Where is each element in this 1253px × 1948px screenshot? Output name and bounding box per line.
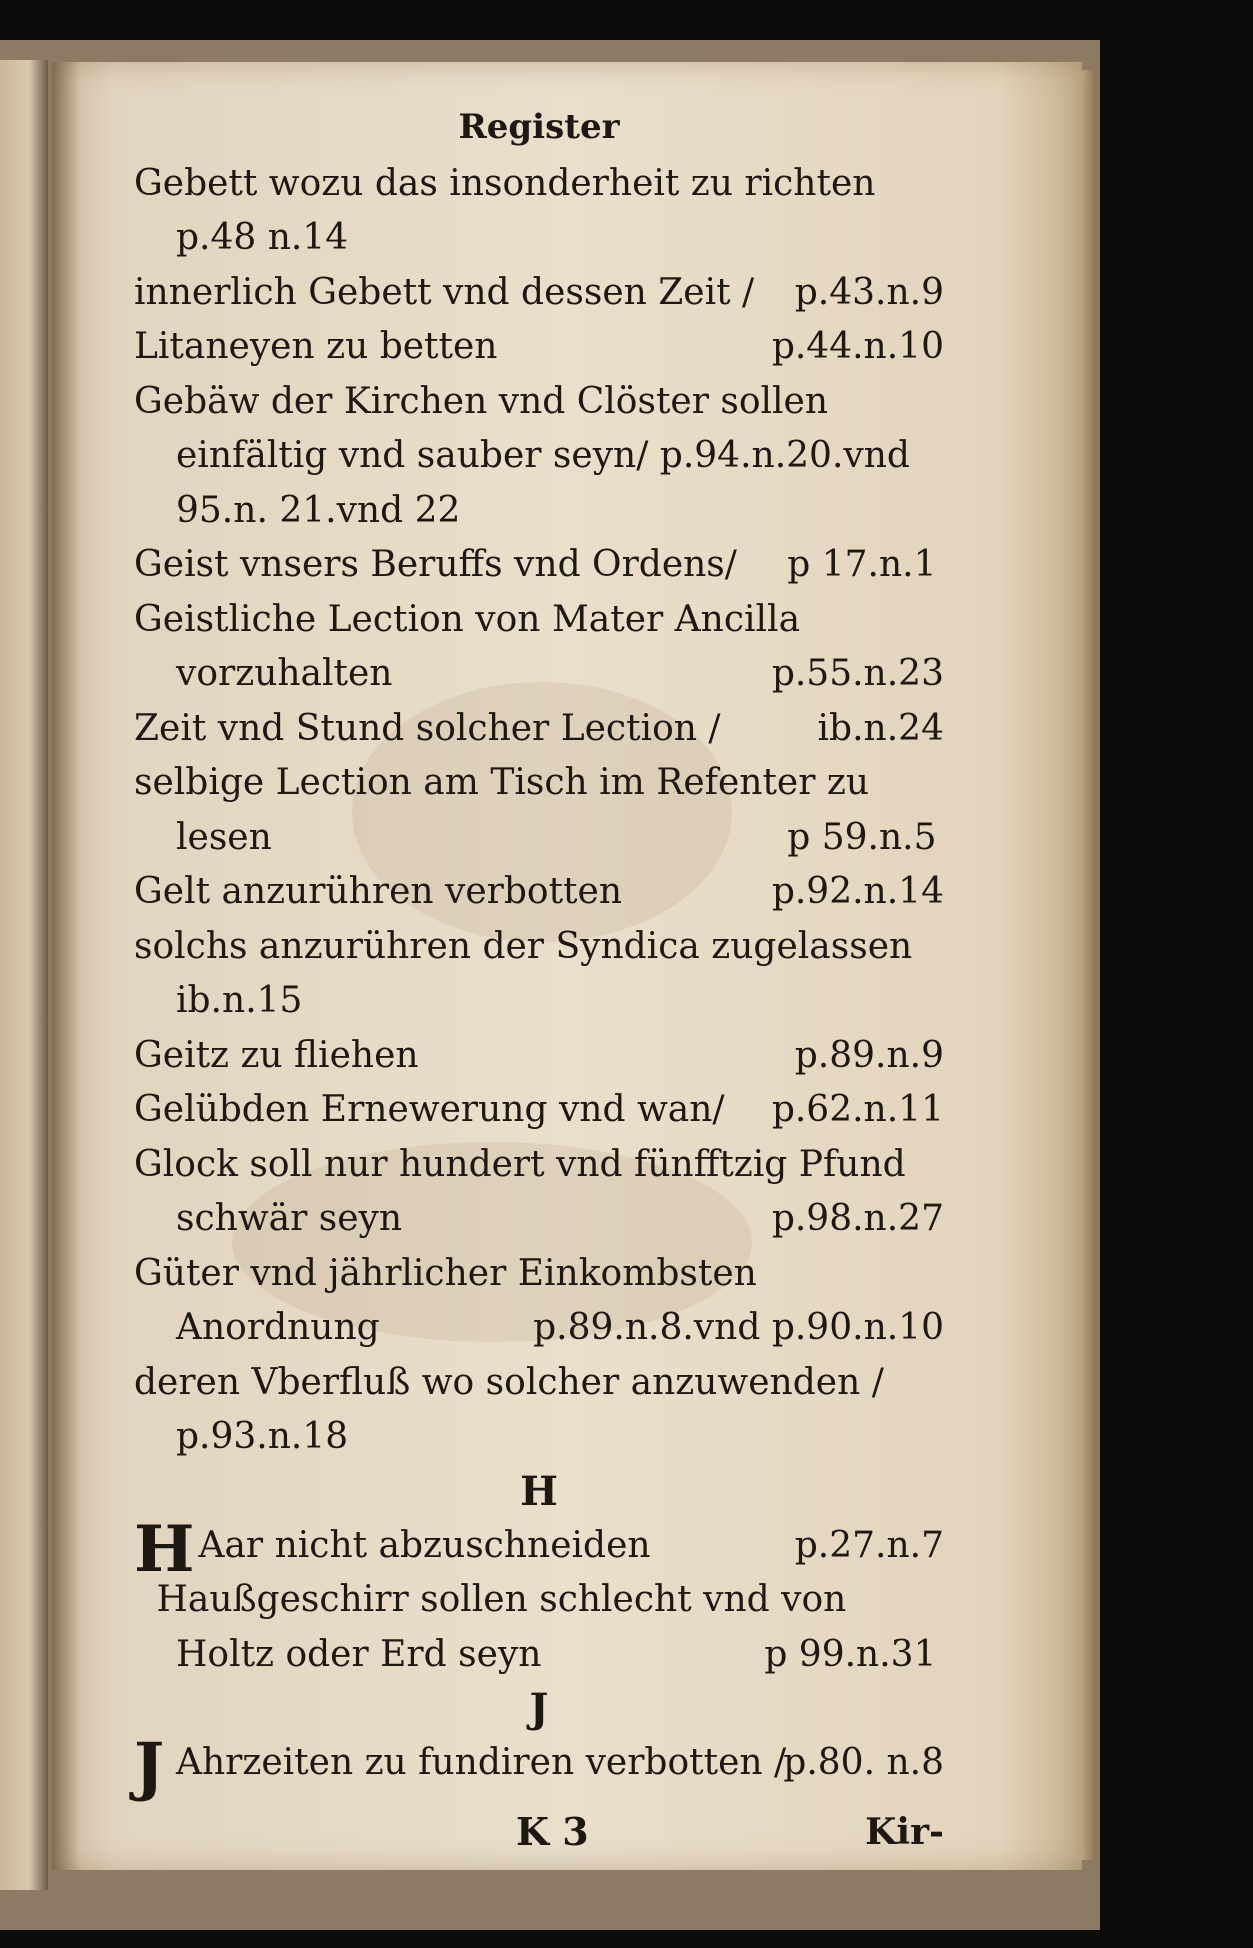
page-footer [134, 1805, 944, 1859]
entry-text: Zeit vnd Stund solcher Lection / [134, 707, 721, 749]
page-reference: p.44.n.10 [771, 326, 944, 367]
entry-text: Gebett wozu das insonderheit zu richten p.48 n.14 [134, 162, 876, 258]
page-edge [1082, 70, 1096, 1860]
page-reference: p 59.n.5 [787, 816, 937, 858]
entry-text: Geistliche Lection von Mater Ancilla vorzuhalten [134, 598, 801, 694]
register-entry-gelubden [134, 1083, 944, 1138]
gutter-shadow [52, 62, 80, 1870]
entry-text: Aar nicht abzuschneiden [198, 1524, 651, 1566]
register-entry-deren [134, 1356, 944, 1465]
register-entry-geitz [134, 1029, 944, 1084]
drop-initial: H [134, 1511, 195, 1587]
page-reference: p.43.n.9 [794, 271, 944, 313]
entry-text: Geist vnsers Beruffs vnd Ordens/ [134, 544, 737, 585]
entry-text: Gebäw der Kirchen vnd Clöster sollen einfältig vnd sauber seyn/ p.94.n.20.vnd 95.n. 21.vnd 22 [134, 380, 910, 531]
page-reference: p.27.n.7 [794, 1524, 944, 1566]
entry-text: Haußgeschirr sollen schlecht vnd von Holtz oder Erd seyn [156, 1579, 847, 1675]
page-reference: p.92.n.14 [771, 871, 944, 912]
register-entry-guter [134, 1247, 944, 1356]
section-letter-j: J [529, 1685, 549, 1732]
page-reference: p.89.n.9 [794, 1034, 944, 1076]
page-reference: ib.n.24 [817, 707, 944, 749]
entry-text: Gelübden Ernewerung vnd wan/ [134, 1089, 725, 1130]
catchword: Kir- [865, 1810, 944, 1853]
entry-text: deren Vberfluß wo solcher anzuwenden / p.93.n.18 [134, 1361, 884, 1457]
register-entry-gelt [134, 865, 944, 920]
register-entry-gebett [134, 157, 944, 266]
page-reference: p 17.n.1 [787, 544, 937, 585]
register-entry-selbige [134, 756, 944, 865]
section-letter-h: H [520, 1467, 558, 1515]
register-entry-geistliche [134, 593, 944, 702]
entries-g [134, 157, 944, 1465]
register-entry-jahrzeiten [134, 1729, 944, 1804]
page-reference: p 99.n.31 [764, 1633, 937, 1675]
page-reference: p.80. n.8 [783, 1742, 944, 1783]
entry-text: solchs anzurühren der Syndica zugelassen ib.n.15 [134, 925, 913, 1021]
page-reference: p.55.n.23 [771, 653, 944, 694]
entry-text: Litaneyen zu betten [134, 326, 498, 367]
book-page [52, 62, 1082, 1870]
entry-text: selbige Lection am Tisch im Refenter zu lesen [134, 762, 870, 858]
page-reference: p.89.n.8.vnd p.90.n.10 [533, 1307, 944, 1348]
register-entry-glock [134, 1138, 944, 1247]
register-entry-innerlich [134, 266, 944, 321]
page-reference: p.98.n.27 [771, 1198, 944, 1239]
page-reference: p.62.n.11 [771, 1089, 944, 1130]
drop-initial: J [134, 1729, 165, 1804]
facing-page-edge [0, 60, 48, 1890]
signature-mark: K 3 [516, 1808, 589, 1854]
register-entry-zeit [134, 702, 944, 757]
entry-text: Gelt anzurühren verbotten [134, 871, 623, 912]
entry-text: innerlich Gebett vnd dessen Zeit / [134, 271, 755, 313]
entry-text: Geitz zu fliehen [134, 1034, 419, 1076]
entry-text: Glock soll nur hundert vnd fünfftzig Pfund schwär seyn [134, 1143, 906, 1239]
register-entry-litaneyen [134, 320, 944, 375]
register-entry-solchs [134, 920, 944, 1029]
register-text [134, 100, 944, 1859]
entry-text: Güter vnd jährlicher Einkombsten Anordnung [134, 1252, 757, 1348]
entries-j [134, 1729, 944, 1804]
entries-h [134, 1511, 944, 1683]
register-entry-haar [134, 1511, 944, 1587]
register-entry-hausgeschirr [134, 1573, 944, 1682]
entry-text: Ahrzeiten zu fundiren verbotten / [176, 1742, 787, 1783]
running-head: Register [458, 107, 620, 147]
register-entry-gebaw [134, 375, 944, 539]
register-entry-geist [134, 538, 944, 593]
